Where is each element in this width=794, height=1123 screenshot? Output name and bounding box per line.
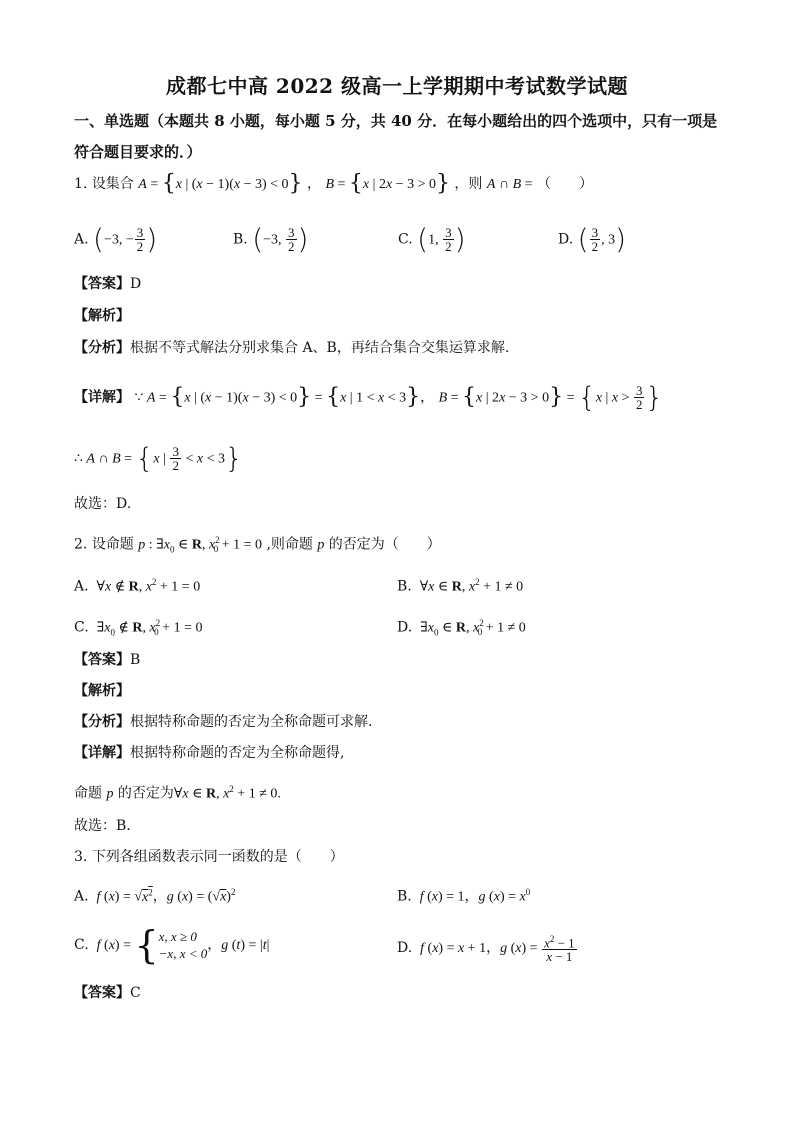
question-1-option-c: C. (1, $\frac{3}{2}$ ) (398, 222, 466, 256)
question-1-answer: 【答案】D (74, 276, 142, 292)
question-3-option-c: C. f (x) = { x, x ≥ 0 −x, x < 0 ，g (t) = |t| (74, 923, 270, 967)
question-2-option-c: C. $\exists x_0$ ∉ R, $x^2_0 + 1 = 0$ (74, 618, 203, 638)
question-1-detail: 【详解】 ∵ A = {x | (x − 1)(x − 3) < 0} = {x | 1 < x < 3}， B = {x | 2x − 3 > 0} = {x | x > $\frac{3}{2}$ } (74, 380, 664, 414)
question-2-stem: 2. 设命题 p : $\exists x_0$ ∈ R, $x^2_0 + 1 = 0$ ,则命题 p 的否定为（ ） (74, 535, 441, 555)
question-2-option-b: B. ∀x ∈ R, $x^2 + 1 \ne 0$ (397, 577, 524, 595)
question-2-detail: 【详解】根据特称命题的否定为全称命题得, (74, 745, 345, 761)
question-3-option-d: D. f (x) = x + 1，g (x) = $\frac{x^2 - 1}{x - 1}$ (397, 934, 575, 965)
section-heading-single-choice: 一、单选题（本题共 8 小题，每小题 5 分，共 40 分．在每小题给出的四个选项中，只有一项是符合题目要求的．） (74, 112, 718, 161)
set-a-formula: A (138, 177, 147, 192)
question-1-option-a: A. (−3, − $\frac{3}{2}$ ) (74, 222, 158, 256)
question-1-analysis-label: 【解析】 (74, 308, 130, 324)
question-1-choice: 故选：D. (74, 496, 132, 512)
page-title: 成都七中高 2022 级高一上学期期中考试数学试题 (165, 74, 629, 98)
question-2-analysis-label: 【解析】 (74, 683, 130, 699)
question-2-option-d: D. $\exists x_0$ ∈ R, $x^2_0 + 1 \ne 0$ (397, 618, 526, 638)
question-number: 1. (74, 176, 88, 192)
question-3-option-b: B. f (x) = 1，g $(x) = x^0$ (397, 887, 531, 905)
question-3-option-a: A. f $(x) = √x^2$，g $(x) = (√x)^2$ (74, 887, 236, 905)
question-3-stem: 3. 下列各组函数表示同一函数的是（ ） (74, 849, 344, 865)
question-2-choice: 故选：B. (74, 818, 131, 834)
question-2-method: 【分析】根据特称命题的否定为全称命题可求解. (74, 714, 373, 730)
set-b-formula: B (325, 177, 335, 192)
question-3-answer: 【答案】C (74, 985, 141, 1001)
question-1-result: ∴ A ∩ B = {x | $\frac{3}{2}$ < x < 3} (74, 441, 243, 475)
question-1-method: 【分析】根据不等式解法分别求集合 A、B，再结合集合交集运算求解. (74, 340, 510, 356)
question-2-option-a: A. ∀x ∉ R, $x^2 + 1 = 0$ (74, 577, 201, 595)
question-1-stem: 1. 设集合 A = {x | (x − 1)(x − 3) < 0} ， B = {x | 2x − 3 > 0} ，则 A ∩ B = （ ） (74, 171, 593, 196)
question-2-answer: 【答案】B (74, 652, 141, 668)
question-1-option-d: D. ( $\frac{3}{2}$ , 3) (558, 222, 627, 256)
question-2-negation: 命题 p 的否定为∀x ∈ R, $x^2 + 1 \ne 0$. (74, 784, 281, 802)
question-number: 2. (74, 536, 88, 553)
question-number: 3. (74, 849, 88, 865)
question-1-option-b: B. (−3, $\frac{3}{2}$ ) (233, 222, 309, 256)
